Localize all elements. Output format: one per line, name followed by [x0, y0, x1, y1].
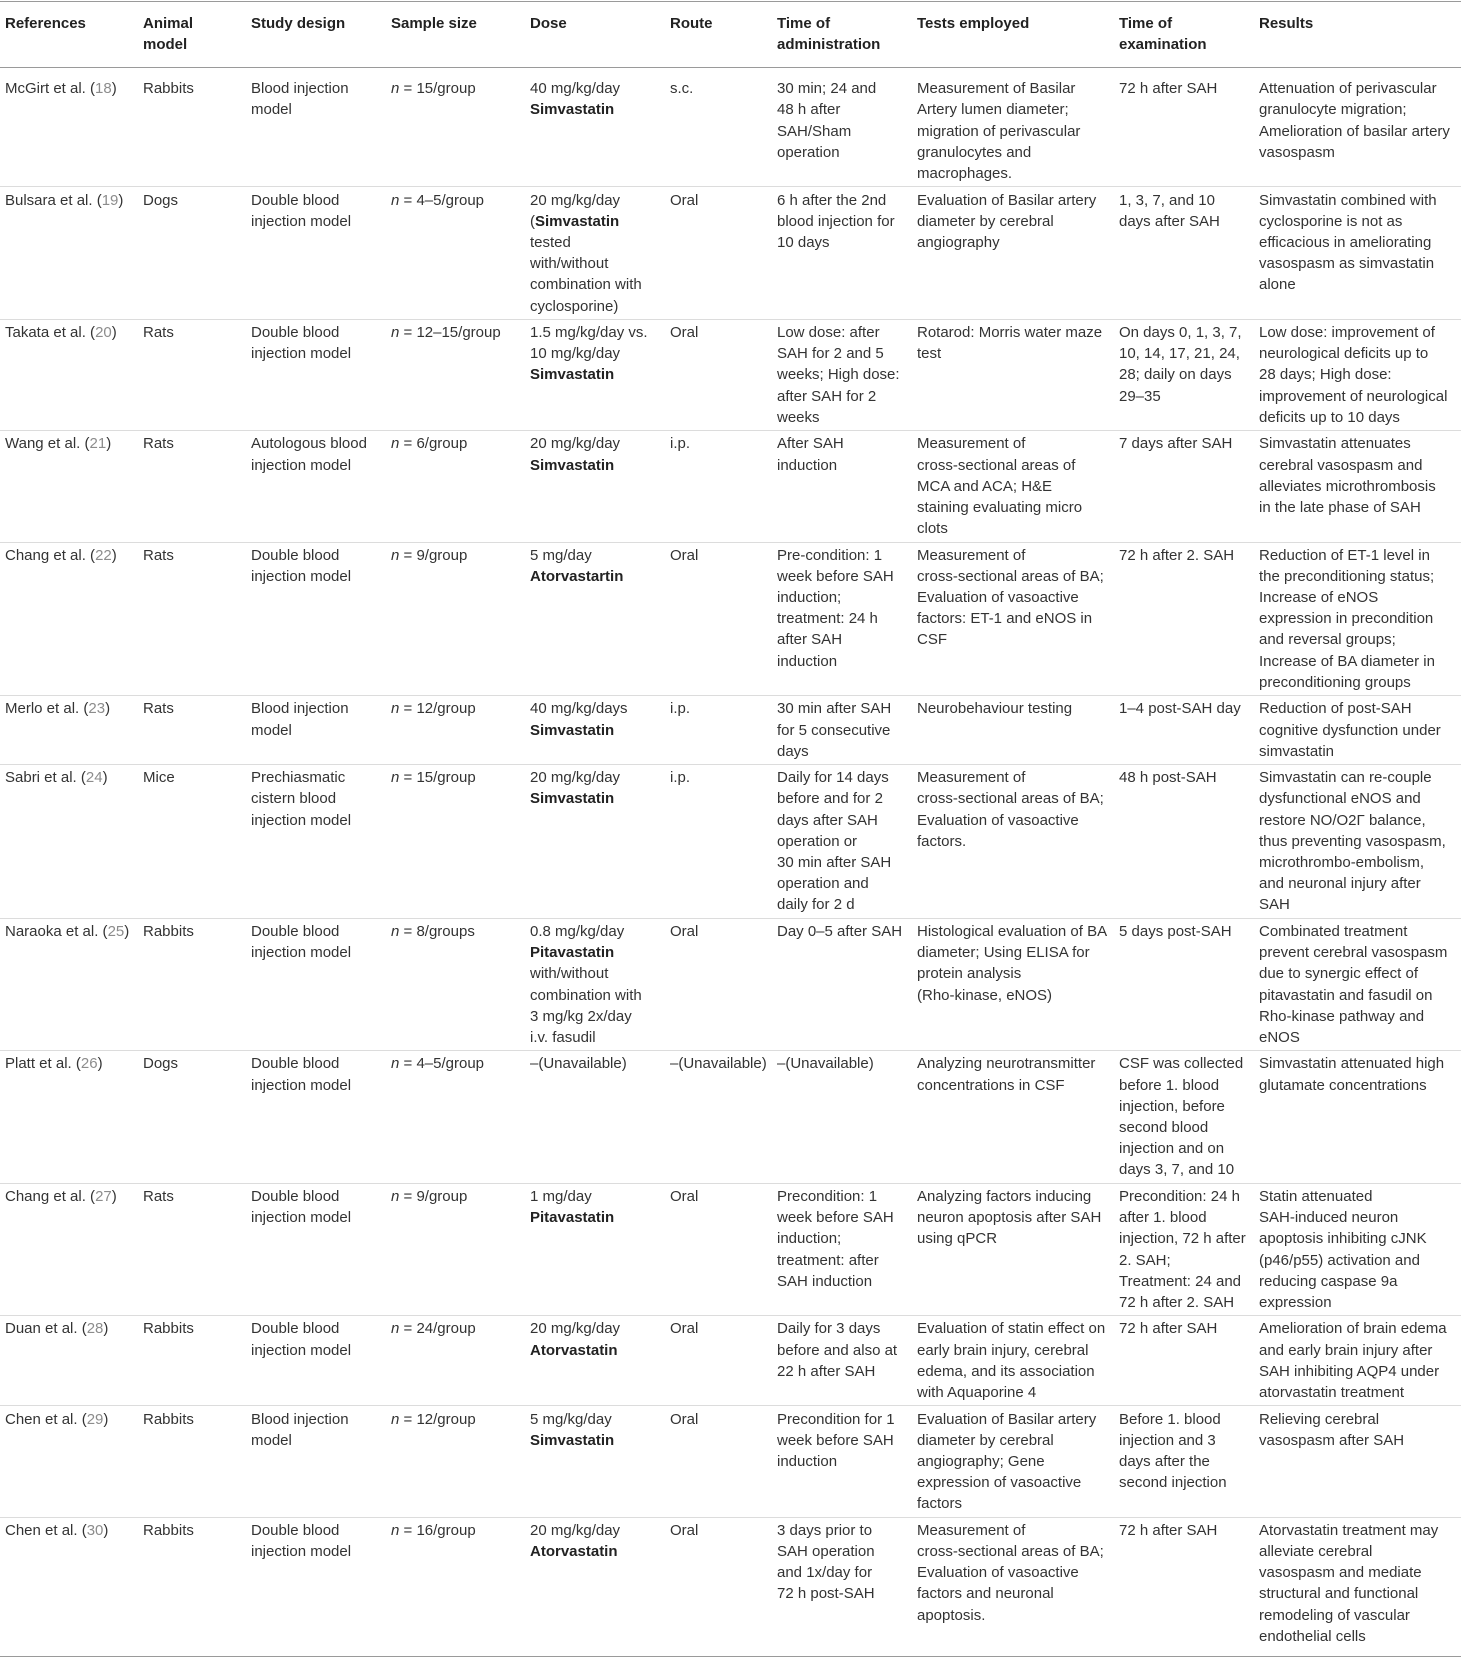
sample-size-variable: n: [391, 1521, 400, 1539]
reference-author: Sabri et al.: [5, 769, 77, 787]
sample-size-variable: n: [391, 769, 400, 787]
dose-amount: 5 mg/kg/day: [530, 1410, 612, 1428]
cell-sample-size: [386, 1406, 525, 1517]
sample-size-variable: n: [391, 435, 400, 453]
cell-time-of-examination: 48 h post-SAH: [1119, 769, 1217, 787]
cell-dose: [525, 1051, 665, 1184]
column-header-sample-size: Sample size: [386, 2, 525, 68]
cell-time-of-administration: Daily for 3 days before and also at 22 h after SAH: [777, 1320, 898, 1380]
table-row: [0, 1051, 1461, 1184]
cell-time-of-administration: Precondition: 1 week before SAH induction; treatment: after SAH induction: [777, 1187, 894, 1290]
reference-author: Takata et al.: [5, 324, 86, 342]
cell-animal-model: Rats: [143, 1187, 174, 1205]
dose-drug-name: Atorvastartin: [530, 567, 624, 585]
cell-reference: Chang et al. (22): [5, 546, 117, 564]
dose-details: with/without combination with 3 mg/kg 2x/day i.v. fasudil: [530, 965, 642, 1046]
cell-time-of-examination: CSF was collected before 1. blood injection, before second blood injection and on days 3, 7, and 10: [1119, 1055, 1244, 1179]
sample-size-value: = 12–15/group: [399, 324, 501, 342]
reference-author: Bulsara et al.: [5, 191, 93, 209]
table-row: [0, 1183, 1461, 1316]
cell-tests-employed: Measurement of cross-sectional areas of MCA and ACA; H&E staining evaluating micro clots: [917, 435, 1083, 538]
cell-sample-size: [386, 1183, 525, 1316]
dose-amount: 40 mg/kg/days: [530, 700, 628, 718]
cell-animal-model: Rabbits: [143, 1410, 194, 1428]
column-header-animal-model: Animal model: [138, 2, 246, 68]
cell-route: Oral: [670, 191, 699, 209]
cell-results: Combinated treatment prevent cerebral vasospasm due to synergic effect of pitavastatin and fasudil on Rho-kinase pathway and eNOS: [1259, 922, 1448, 1046]
cell-time-of-administration: –(Unavailable): [777, 1055, 874, 1073]
cell-time-of-administration: Precondition for 1 week before SAH induction: [777, 1410, 895, 1470]
citation-link[interactable]: 28: [86, 1320, 104, 1338]
cell-dose: [525, 1406, 665, 1517]
cell-dose: [525, 696, 665, 765]
cell-animal-model: Rabbits: [143, 1320, 194, 1338]
dose-drug-name: Simvastatin: [535, 212, 620, 230]
dose-amount: 20 mg/kg/day: [530, 435, 621, 453]
cell-dose: [525, 542, 665, 696]
cell-study-design: Double blood injection model: [251, 191, 352, 230]
reference-author: Merlo et al.: [5, 700, 80, 718]
cell-route: i.p.: [670, 435, 691, 453]
cell-route: i.p.: [670, 769, 691, 787]
cell-dose: [525, 1183, 665, 1316]
sample-size-variable: n: [391, 324, 400, 342]
cell-study-design: Double blood injection model: [251, 1055, 352, 1094]
cell-dose: [525, 765, 665, 919]
cell-sample-size: [386, 67, 525, 187]
cell-study-design: Double blood injection model: [251, 1320, 352, 1359]
dose-amount: 1.5 mg/kg/day vs. 10 mg/kg/day: [530, 324, 648, 363]
table-row: [0, 1517, 1461, 1656]
cell-animal-model: Mice: [143, 769, 175, 787]
reference-author: Chen et al.: [5, 1521, 78, 1539]
citation-link[interactable]: 25: [107, 922, 125, 940]
cell-tests-employed: Measurement of Basilar Artery lumen diameter; migration of perivascular granulocytes and macrophages.: [917, 80, 1081, 183]
cell-tests-employed: Evaluation of Basilar artery diameter by cerebral angiography: [917, 191, 1097, 251]
cell-sample-size: [386, 1051, 525, 1184]
cell-study-design: Blood injection model: [251, 1410, 349, 1449]
cell-study-design: Double blood injection model: [251, 324, 352, 363]
cell-sample-size: [386, 542, 525, 696]
cell-time-of-examination: 72 h after SAH: [1119, 1521, 1218, 1539]
column-header-time-of-administration: Time of administration: [772, 2, 912, 68]
cell-animal-model: Rabbits: [143, 1521, 194, 1539]
cell-time-of-examination: 7 days after SAH: [1119, 435, 1233, 453]
cell-time-of-examination: 1–4 post-SAH day: [1119, 700, 1241, 718]
cell-time-of-administration: 6 h after the 2nd blood injection for 10 days: [777, 191, 895, 251]
cell-route: Oral: [670, 922, 699, 940]
sample-size-value: = 12/group: [399, 700, 476, 718]
cell-results: Reduction of post-SAH cognitive dysfunction under simvastatin: [1259, 700, 1441, 760]
cell-study-design: Prechiasmatic cistern blood injection model: [251, 769, 352, 829]
cell-reference: Wang et al. (21): [5, 435, 112, 453]
dose-amount: 20 mg/kg/day (: [530, 191, 621, 230]
citation-link[interactable]: 30: [86, 1521, 104, 1539]
dose-amount: 20 mg/kg/day: [530, 1320, 621, 1338]
dose-amount: 20 mg/kg/day: [530, 769, 621, 787]
reference-author: Platt et al.: [5, 1055, 72, 1073]
sample-size-value: = 15/group: [399, 80, 476, 98]
cell-study-design: Double blood injection model: [251, 546, 352, 585]
column-header-study-design: Study design: [246, 2, 386, 68]
cell-route: Oral: [670, 1410, 699, 1428]
cell-route: s.c.: [670, 80, 694, 98]
cell-reference: McGirt et al. (18): [5, 80, 117, 98]
cell-time-of-administration: Daily for 14 days before and for 2 days after SAH operation or 30 min after SAH operation and daily for 2 d: [777, 769, 892, 914]
reference-author: McGirt et al.: [5, 80, 86, 98]
cell-dose: [525, 1316, 665, 1406]
dose-amount: –(Unavailable): [530, 1055, 627, 1073]
sample-size-variable: n: [391, 1320, 400, 1338]
cell-results: Amelioration of brain edema and early brain injury after SAH inhibiting AQP4 under atorvastatin treatment: [1259, 1320, 1447, 1402]
cell-study-design: Double blood injection model: [251, 1187, 352, 1227]
dose-drug-name: Simvastatin: [530, 101, 615, 119]
cell-time-of-administration: Day 0–5 after SAH: [777, 922, 903, 940]
cell-time-of-administration: 30 min; 24 and 48 h after SAH/Sham operation: [777, 80, 877, 161]
cell-dose: [525, 918, 665, 1051]
table-row: [0, 696, 1461, 765]
table-row: [0, 67, 1461, 187]
cell-study-design: Blood injection model: [251, 80, 349, 119]
cell-route: –(Unavailable): [670, 1055, 767, 1073]
dose-drug-name: Simvastatin: [530, 790, 615, 808]
cell-reference: Naraoka et al. (25): [5, 922, 130, 940]
cell-results: Simvastatin attenuates cerebral vasospasm and alleviates microthrombosis in the late phase of SAH: [1259, 435, 1436, 516]
cell-time-of-examination: Precondition: 24 h after 1. blood injection, 72 h after 2. SAH; Treatment: 24 and 72 h after 2. SAH: [1119, 1187, 1246, 1311]
sample-size-value: = 12/group: [399, 1410, 476, 1428]
cell-study-design: Autologous blood injection model: [251, 435, 367, 474]
cell-sample-size: [386, 918, 525, 1051]
reference-author: Chang et al.: [5, 1187, 86, 1205]
cell-route: Oral: [670, 324, 699, 342]
dose-drug-name: Simvastatin: [530, 456, 615, 474]
cell-time-of-examination: 72 h after 2. SAH: [1119, 546, 1235, 564]
cell-time-of-examination: 1, 3, 7, and 10 days after SAH: [1119, 191, 1220, 230]
dose-drug-name: Simvastatin: [530, 366, 615, 384]
header-row: [0, 2, 1461, 68]
sample-size-variable: n: [391, 1187, 400, 1205]
cell-time-of-examination: 72 h after SAH: [1119, 80, 1218, 98]
statin-studies-table: [0, 1, 1461, 1657]
sample-size-value: = 4–5/group: [399, 1055, 484, 1073]
cell-reference: Bulsara et al. (19): [5, 191, 124, 209]
cell-dose: [525, 67, 665, 187]
cell-sample-size: [386, 431, 525, 542]
column-header-route: Route: [665, 2, 772, 68]
cell-animal-model: Dogs: [143, 191, 179, 209]
sample-size-variable: n: [391, 1410, 400, 1428]
table-row: [0, 542, 1461, 696]
cell-study-design: Double blood injection model: [251, 922, 352, 962]
cell-sample-size: [386, 187, 525, 320]
column-header-dose: Dose: [525, 2, 665, 68]
sample-size-value: = 6/group: [399, 435, 468, 453]
cell-sample-size: [386, 1316, 525, 1406]
cell-results: Low dose: improvement of neurological deficits up to 28 days; High dose: improvement of neurological deficits up to 10 days: [1259, 324, 1448, 426]
dose-amount: 1 mg/day: [530, 1187, 592, 1205]
cell-time-of-examination: 5 days post-SAH: [1119, 922, 1232, 940]
cell-time-of-administration: 30 min after SAH for 5 consecutive days: [777, 700, 892, 760]
sample-size-value: = 24/group: [399, 1320, 476, 1338]
sample-size-value: = 9/group: [399, 1187, 468, 1205]
cell-study-design: Blood injection model: [251, 700, 349, 739]
dose-amount: 40 mg/kg/day: [530, 80, 621, 98]
cell-results: Attenuation of perivascular granulocyte migration; Amelioration of basilar artery vasospasm: [1259, 80, 1450, 161]
cell-animal-model: Rabbits: [143, 922, 194, 940]
cell-results: Reduction of ET-1 level in the preconditioning status; Increase of eNOS expression in precondition and reversal groups; Increase of BA diameter in preconditioning groups: [1259, 546, 1435, 691]
table-row: [0, 319, 1461, 430]
cell-route: Oral: [670, 546, 699, 564]
citation-link[interactable]: 18: [95, 80, 112, 98]
dose-amount: 0.8 mg/kg/day: [530, 922, 625, 940]
cell-results: Relieving cerebral vasospasm after SAH: [1259, 1410, 1405, 1449]
table-row: [0, 1316, 1461, 1406]
cell-sample-size: [386, 1517, 525, 1656]
cell-time-of-administration: 3 days prior to SAH operation and 1x/day for 72 h post-SAH: [777, 1521, 875, 1603]
cell-tests-employed: Neurobehaviour testing: [917, 700, 1073, 718]
cell-reference: Takata et al. (20): [5, 324, 117, 342]
cell-dose: [525, 319, 665, 430]
table-row: [0, 431, 1461, 542]
sample-size-value: = 15/group: [399, 769, 476, 787]
reference-author: Chang et al.: [5, 546, 86, 564]
table-body: [0, 67, 1461, 1656]
dose-drug-name: Pitavastatin: [530, 944, 615, 962]
sample-size-value: = 8/groups: [399, 922, 475, 940]
cell-animal-model: Dogs: [143, 1055, 179, 1073]
cell-time-of-examination: On days 0, 1, 3, 7, 10, 14, 17, 21, 24, 28; daily on days 29–35: [1119, 324, 1242, 405]
cell-route: i.p.: [670, 700, 691, 718]
reference-author: Wang et al.: [5, 435, 81, 453]
cell-study-design: Double blood injection model: [251, 1521, 352, 1561]
citation-link[interactable]: 27: [95, 1187, 112, 1205]
citation-link[interactable]: 26: [80, 1055, 98, 1073]
cell-animal-model: Rats: [143, 324, 174, 342]
sample-size-value: = 9/group: [399, 546, 468, 564]
cell-results: Simvastatin combined with cyclosporine is not as efficacious in ameliorating vasospasm as simvastatin alone: [1259, 191, 1437, 294]
table-row: [0, 765, 1461, 919]
reference-author: Chen et al.: [5, 1410, 78, 1428]
cell-dose: [525, 187, 665, 320]
cell-sample-size: [386, 765, 525, 919]
cell-time-of-administration: After SAH induction: [777, 435, 844, 474]
citation-link[interactable]: 29: [86, 1410, 104, 1428]
citation-link[interactable]: 20: [95, 324, 112, 342]
cell-dose: [525, 431, 665, 542]
column-header-tests-employed: Tests employed: [912, 2, 1114, 68]
cell-reference: Duan et al. (28): [5, 1320, 109, 1338]
sample-size-variable: n: [391, 700, 400, 718]
table-header: [0, 2, 1461, 68]
cell-time-of-examination: Before 1. blood injection and 3 days after the second injection: [1119, 1410, 1227, 1492]
cell-reference: Chen et al. (30): [5, 1521, 109, 1539]
cell-route: Oral: [670, 1187, 699, 1205]
cell-tests-employed: Evaluation of statin effect on early brain injury, cerebral edema, and its association with Aquaporine 4: [917, 1320, 1106, 1402]
cell-time-of-administration: Low dose: after SAH for 2 and 5 weeks; High dose: after SAH for 2 weeks: [777, 324, 900, 426]
dose-drug-name: Simvastatin: [530, 1431, 615, 1449]
dose-amount: 20 mg/kg/day: [530, 1521, 621, 1539]
column-header-time-of-examination: Time of examination: [1114, 2, 1254, 68]
sample-size-variable: n: [391, 80, 400, 98]
table-row: [0, 1406, 1461, 1517]
dose-drug-name: Simvastatin: [530, 721, 615, 739]
cell-route: Oral: [670, 1521, 699, 1539]
sample-size-variable: n: [391, 546, 400, 564]
cell-reference: Merlo et al. (23): [5, 700, 111, 718]
dose-amount: 5 mg/day: [530, 546, 592, 564]
cell-reference: Sabri et al. (24): [5, 769, 108, 787]
sample-size-variable: n: [391, 1055, 400, 1073]
cell-reference: Platt et al. (26): [5, 1055, 103, 1073]
cell-tests-employed: Measurement of cross-sectional areas of BA; Evaluation of vasoactive factors.: [917, 769, 1104, 850]
citation-link[interactable]: 22: [95, 546, 112, 564]
dose-drug-name: Atorvastatin: [530, 1543, 618, 1561]
cell-dose: [525, 1517, 665, 1656]
sample-size-variable: n: [391, 191, 400, 209]
cell-tests-employed: Histological evaluation of BA diameter; Using ELISA for protein analysis (Rho-kinase, eNOS): [917, 922, 1108, 1004]
dose-drug-name: Pitavastatin: [530, 1209, 615, 1227]
cell-animal-model: Rats: [143, 546, 174, 564]
reference-author: Duan et al.: [5, 1320, 78, 1338]
cell-sample-size: [386, 696, 525, 765]
reference-author: Naraoka et al.: [5, 922, 99, 940]
cell-results: Statin attenuated SAH-induced neuron apoptosis inhibiting cJNK (p46/p55) activation and reducing caspase 9a expression: [1259, 1187, 1427, 1311]
citation-link[interactable]: 23: [88, 700, 106, 718]
sample-size-variable: n: [391, 922, 400, 940]
sample-size-value: = 16/group: [399, 1521, 476, 1539]
cell-reference: Chang et al. (27): [5, 1187, 117, 1205]
cell-tests-employed: Measurement of cross-sectional areas of BA; Evaluation of vasoactive factors: ET-1 and eNOS in CSF: [917, 546, 1104, 649]
cell-tests-employed: Rotarod: Morris water maze test: [917, 324, 1103, 363]
cell-sample-size: [386, 319, 525, 430]
column-header-reference: References: [0, 2, 138, 68]
cell-animal-model: Rats: [143, 700, 174, 718]
cell-tests-employed: Measurement of cross-sectional areas of BA; Evaluation of vasoactive factors and neuronal apoptosis.: [917, 1521, 1104, 1624]
cell-time-of-examination: 72 h after SAH: [1119, 1320, 1218, 1338]
sample-size-value: = 4–5/group: [399, 191, 484, 209]
citation-link[interactable]: 24: [85, 769, 103, 787]
cell-tests-employed: Analyzing factors inducing neuron apoptosis after SAH using qPCR: [917, 1187, 1102, 1248]
cell-tests-employed: Evaluation of Basilar artery diameter by cerebral angiography; Gene expression of vasoactive factors: [917, 1410, 1097, 1513]
citation-link[interactable]: 21: [89, 435, 107, 453]
column-header-results: Results: [1254, 2, 1461, 68]
cell-results: Simvastatin attenuated high glutamate concentrations: [1259, 1055, 1445, 1094]
citation-link[interactable]: 19: [101, 191, 119, 209]
cell-tests-employed: Analyzing neurotransmitter concentrations in CSF: [917, 1055, 1096, 1094]
table-row: [0, 918, 1461, 1051]
cell-results: Atorvastatin treatment may alleviate cerebral vasospasm and mediate structural and functional remodeling of vascular endothelial cells: [1259, 1521, 1439, 1645]
dose-drug-name: Atorvastatin: [530, 1341, 618, 1359]
cell-reference: Chen et al. (29): [5, 1410, 109, 1428]
dose-details: tested with/without combination with cyclosporine): [530, 233, 642, 315]
cell-results: Simvastatin can re-couple dysfunctional eNOS and restore NO/O2Γ balance, thus preventing vasospasm, microthrombo-embolism, and neuronal injury after SAH: [1259, 769, 1446, 914]
table-row: [0, 187, 1461, 320]
cell-route: Oral: [670, 1320, 699, 1338]
cell-time-of-administration: Pre-condition: 1 week before SAH induction; treatment: 24 h after SAH induction: [777, 546, 894, 670]
cell-animal-model: Rats: [143, 435, 174, 453]
cell-animal-model: Rabbits: [143, 80, 194, 98]
